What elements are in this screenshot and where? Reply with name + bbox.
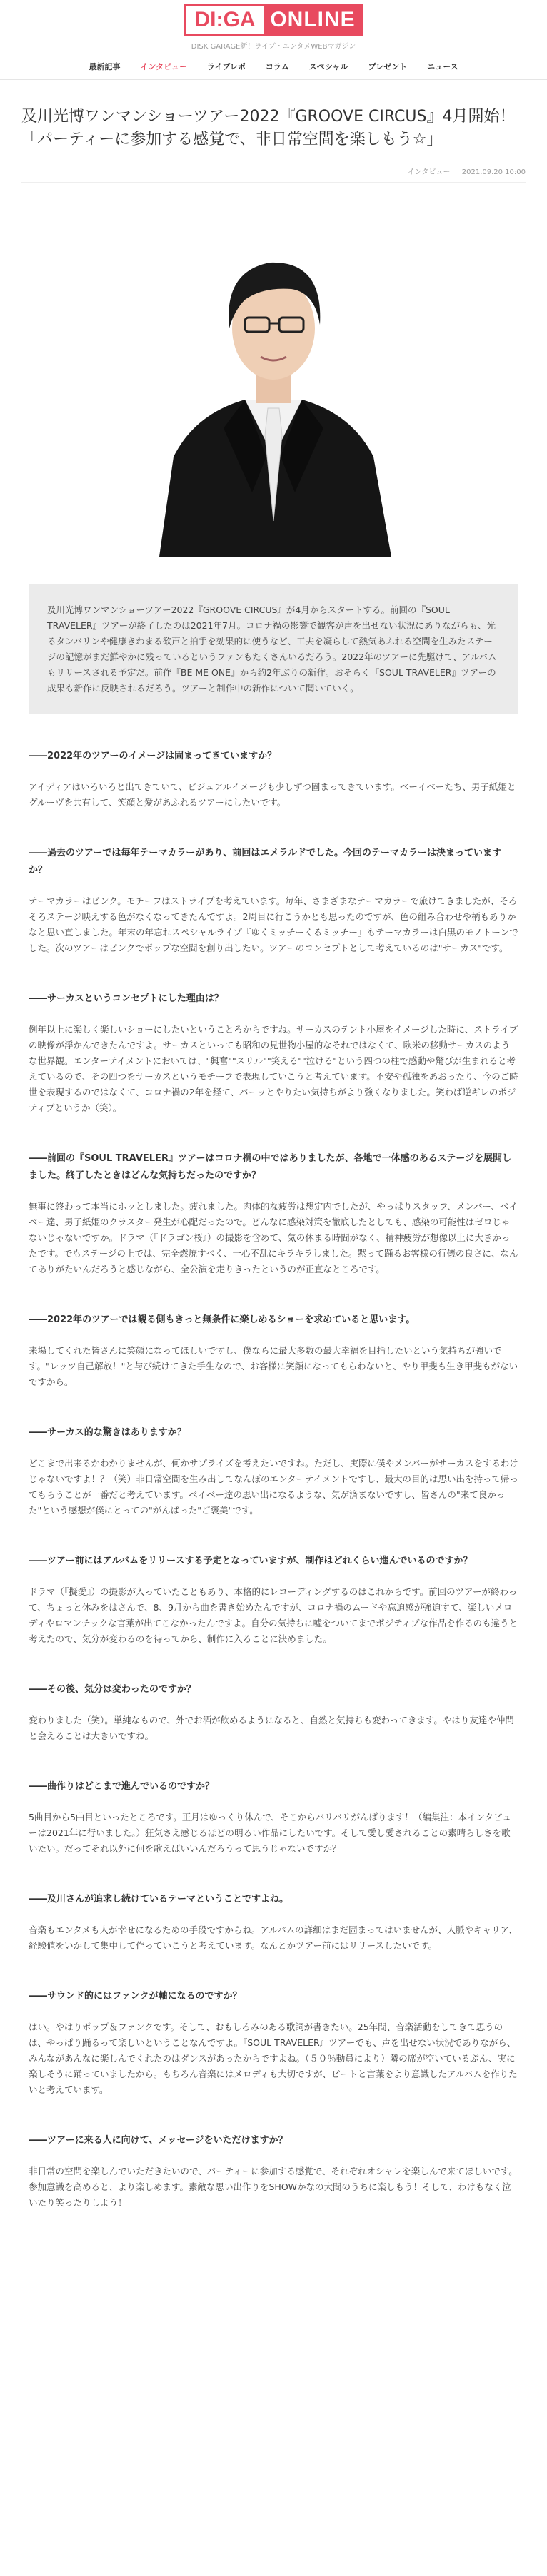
portrait-photo-icon bbox=[145, 221, 402, 557]
site-logo[interactable] bbox=[184, 4, 363, 36]
question-5: ――2022年のツアーでは観る側もきっと無条件に楽しめるショーを求めていると思います。 bbox=[29, 1314, 416, 1325]
answer-10: 音楽もエンタメも人が幸せになるための手段ですからね。アルバムの詳細はまだ固まってはいませんが、人脈やキャリア、経験値をいかして集中して作っていこうと考えています。なんとかツアー前にはリリースしたいです。 bbox=[29, 1925, 518, 1951]
question-10: ――及川さんが追求し続けているテーマということですよね。 bbox=[29, 1894, 289, 1905]
answer-3: 例年以上に楽しく楽しいショーにしたいということろからですね。サーカスのテント小屋をイメージした時に、ストライプの映像が浮かんできたんですよ。サーカスといっても昭和の見世物小屋的なそれではなくて、欧米の移動サーカスのような世界観。エンターテイメントにおいては、"興奮""スリル""笑える""泣ける"という四つの柱で感動や驚びが生まれると考えているので、その四つをサーカスというモチーフで表現していこうと考えています。不安や孤独をあおったり、今のご時世を表現するのではなくて、コロナ禍の2年を経て、パーッとやりたい気持ちがより強くなりました。笑わば逆ギレのポジティブというか（笑）。 bbox=[29, 1024, 518, 1113]
site-tagline: DISK GARAGE新！ライブ・エンタメWEBマガジン bbox=[191, 43, 356, 51]
nav-item-column[interactable]: コラム bbox=[265, 62, 289, 71]
logo-right-text: ONLINE bbox=[270, 8, 356, 31]
answer-11: はい。やはりポップ＆ファンクです。そして、おもしろみのある歌詞が書きたい。25年間、音楽活動をしてきて思うのは、やっぱり踊るって楽しいということなんですよ。『SOUL TRAVELER』ツアーでも、声を出せない状況でありながら、みんながあんなに楽しんでくれたのはダンスがあったからですよね。（５０％動員により）隣の席が空いているぶん、実に楽しそうに踊っていましたから。もちろん音楽にはメロディも大切ですが、ビートと言葉をより意識したアルバムを作りたいと考えています。 bbox=[29, 2022, 518, 2095]
question-4: ――前回の『SOUL TRAVELER』ツアーはコロナ禍の中ではありましたが、各地で一体感のあるステージを展開しました。終了したときはどんな気持ちだったのですか？ bbox=[29, 1153, 512, 1181]
question-1: ――2022年のツアーのイメージは固まってきていますか？ bbox=[29, 751, 277, 761]
answer-2: テーマカラーはピンク。モチーフはストライプを考えています。毎年、さまざまなテーマカラーで旅けてきましたが、そろそろステージ映えする色がなくなってきたんですよ。2周目に行こうかとも思ったのですが、色の組み合わせや柄もありかなと思い直しました。年末の年忘れスペシャルライブ『ゆくミッチーくるミッチー』もテーマカラーは白黒のモノトーンでした。次のツアーはピンクでポップな空間を創り出したい。ツアーのコンセプトとして考えているのは"サーカス"です。 bbox=[29, 896, 518, 953]
site-header bbox=[0, 0, 547, 80]
question-9: ――曲作りはどこまで進んでいるのですか？ bbox=[29, 1781, 215, 1792]
answer-6: どこまで出来るかわかりませんが、何かサプライズを考えたいですね。ただし、実際に僕やメンバーがサーカスをするわけじゃないですよ！？（笑）非日常空間を生み出してなんぼのエンターテイメントですし、最大の目的は思い出を持って帰ってもらうことが一番だと考えています。ベイベー達の思い出になるような、気が済まないですし、皆さんの"来て良かった"という感想が僕にとっての"がんばった"ご褒美"です。 bbox=[29, 1458, 519, 1516]
article bbox=[0, 106, 547, 2253]
answer-7: ドラマ（『擬愛』）の撮影が入っていたこともあり、本格的にレコーディングするのはこれからです。前回のツアーが終わって、ちょっと休みをはさんで、8、9月から曲を書き始めたんですが、コロナ禍のムードや忘迫感が強迫すて、楽しいメロディやロマンチックな言葉が出てこなかったんですよ。自分の気持ちに嘘をついてまでポジティブな作品を作るのも違うと考えたので、気分が変わるのを待ってから、制作に入ることに決めました。 bbox=[29, 1586, 518, 1644]
answer-4: 無事に終わって本当にホッとしました。疲れました。肉体的な疲労は想定内でしたが、やっぱりスタッフ、メンバー、ベイベー達、男子紙姫のクラスター発生が心配だったので。どんなに感染対策を徹底したとしても、感染の可能性はゼロじゃないじゃないですか。ドラマ（『ドラゴン桜』）の撮影を含めて、気の休まる時間がなく、精神疲労が想像以上に大きかったです。でもステージの上では、完全燃焼すべく、一心不乱にキラキラしました。黙って踊るお客様の行儀の良さに、なんてありがたいんだろうと感じながら、全公演を走りきったというのが正直なところです。 bbox=[29, 1201, 518, 1274]
nav-item-latest[interactable]: 最新記事 bbox=[89, 62, 121, 71]
answer-8: 変わりました（笑）。単純なもので、外でお酒が飲めるようになると、自然と気持ちも変わってきます。やはり友達や仲間と会えることは大きいですね。 bbox=[29, 1715, 514, 1741]
nav-item-news[interactable]: ニュース bbox=[427, 62, 458, 71]
logo-left-text: DI:GA bbox=[186, 6, 264, 34]
article-meta: インタビュー ｜ 2021.09.20 10:00 bbox=[21, 166, 526, 183]
article-lead: 及川光博ワンマンショーツアー2022『GROOVE CIRCUS』が4月からスタートする。前回の『SOUL TRAVELER』ツアーが終了したのは2021年7月。コロナ禍の影響で観客が声を出せない状況にありながらも、光るタンバリンや健康きわまる歓声と拍手を効果的に使うなど、工夫を凝らして熱気あふれる空間を生みたステージの記憶がまだ鮮やかに残っているというファンもたくさんいるだろう。2022年のツアーに先駆けて、アルバムもリリースされる予定だ。前作『BE ME ONE』から約2年ぶりの新作。おそらく『SOUL TRAVELER』ツアーの成果も新作に反映されるだろう。ツアーと制作中の新作について聞いていく。 bbox=[29, 584, 518, 714]
nav-item-live-report[interactable]: ライブレポ bbox=[206, 62, 246, 71]
bottom-spacer bbox=[21, 2211, 526, 2253]
interview-qa bbox=[29, 748, 518, 2211]
question-8: ――その後、気分は変わったのですか？ bbox=[29, 1684, 196, 1695]
main-nav bbox=[0, 60, 547, 74]
nav-item-special[interactable]: スペシャル bbox=[308, 62, 348, 71]
question-2: ――過去のツアーでは毎年テーマカラーがあり、前回はエメラルドでした。今回のテーマカラーは決まっていますか？ bbox=[29, 848, 501, 876]
question-12: ――ツアーに来る人に向けて、メッセージをいただけますか？ bbox=[29, 2135, 288, 2146]
nav-item-interview[interactable]: インタビュー bbox=[140, 62, 187, 71]
nav-item-present[interactable]: プレゼント bbox=[368, 62, 408, 71]
question-7: ――ツアー前にはアルバムをリリースする予定となっていますが、制作はどれくらい進んでいるのですか？ bbox=[29, 1556, 473, 1566]
answer-9: 5曲目から5曲目といったところです。正月はゆっくり休んで、そこからバリバリがんばります！（編集注：本インタビューは2021年に行いました。）狂気さえ感じるほどの明るい作品にしたいです。そして愛し愛されることの素晴らしさを歌いたい。だってそれ以外に何を歌えばいいんだろうって思うじゃないですか？ bbox=[29, 1812, 512, 1854]
question-3: ――サーカスというコンセプトにした理由は？ bbox=[29, 993, 224, 1004]
answer-5: 来場してくれた皆さんに笑顔になってほしいですし、僕ならに最大多数の最大幸福を目指したいという気持ちが強いです。"レッツ自己解放！"と与び続けてきた手生なので、お客様に笑顔になってもらわないと、やり甲斐も生き甲斐もがないですから。 bbox=[29, 1345, 518, 1387]
question-11: ――サウンド的にはファンクが軸になるのですか？ bbox=[29, 1991, 242, 2002]
article-title: 及川光博ワンマンショーツアー2022『GROOVE CIRCUS』4月開始！「パーティーに参加する感覚で、非日常空間を楽しもう☆」 bbox=[21, 108, 516, 148]
answer-1: アイディアはいろいろと出てきていて、ビジュアルイメージも少しずつ固まってきています。ベーイベーたち、男子紙姫とグルーヴを共有して、笑顔と愛があふれるツアーにしたいです。 bbox=[29, 781, 516, 808]
answer-12: 非日常の空間を楽しんでいただきたいので、パーティーに参加する感覚で、それぞれオシャレを楽しんで来てほしいです。参加意識を高めると、より楽しめます。素敵な思い出作りをSHOWかなの大間のうちに楽しもう！そして、わけもなく泣いたり笑ったりしよう！ bbox=[29, 2166, 518, 2208]
question-6: ――サーカス的な驚きはありますか？ bbox=[29, 1427, 186, 1438]
